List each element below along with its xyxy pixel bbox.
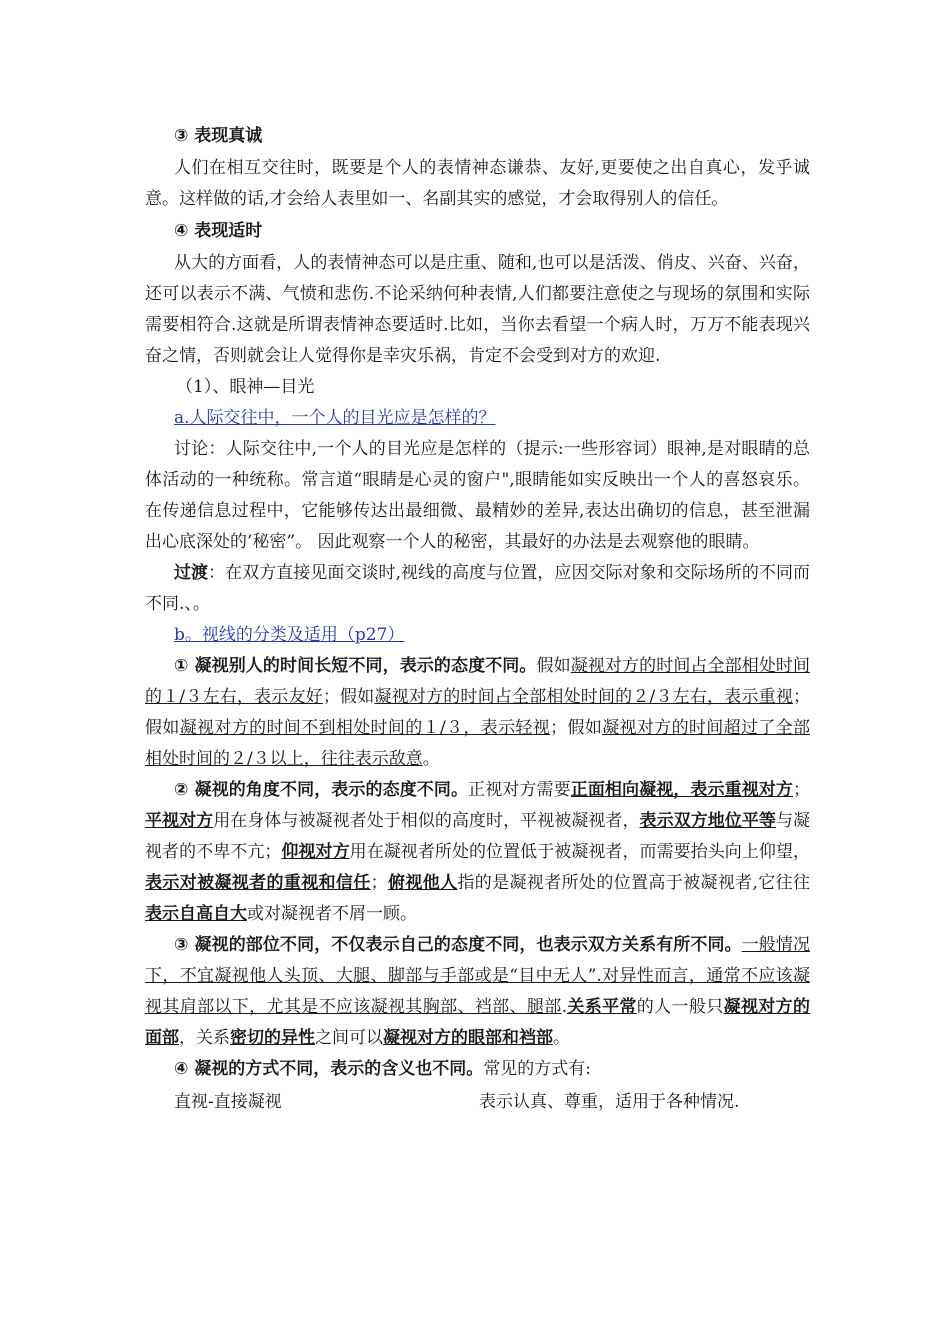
underlined-text: 凝视对方的时间不到相处时间的１/３，表示轻视 bbox=[179, 718, 551, 738]
paragraph-gaze-part bbox=[145, 930, 810, 1054]
underlined-text: 凝视对方的时间超过了全部相处时间的２/３以上，往往表示敌意 bbox=[145, 718, 811, 769]
transition-label: 过渡 bbox=[174, 563, 209, 583]
subheading-eyes bbox=[145, 372, 810, 403]
text-span: 。 bbox=[422, 749, 440, 769]
paragraph-gaze-manner bbox=[145, 1054, 810, 1085]
gaze-manner-row bbox=[145, 1085, 810, 1119]
text-span: 之间可以 bbox=[315, 1028, 383, 1048]
transition-text: ：在双方直接见面交谈时,视线的高度与位置，应因交际对象和交际场所的不同而不同.、。 bbox=[145, 563, 811, 614]
text-span: ； bbox=[793, 780, 811, 800]
bold-underlined-text: 凝视对方的面部 bbox=[145, 997, 811, 1048]
heading-show-timely: ④ 表现适时 bbox=[174, 221, 263, 241]
text-span: 常见的方式有: bbox=[483, 1059, 592, 1079]
text-column bbox=[145, 120, 810, 1119]
gaze-manner-heading: ④ 凝视的方式不同，表示的含义也不同。 bbox=[174, 1059, 484, 1079]
text-span: 正视对方需要 bbox=[468, 780, 571, 800]
text-span: ；假如 bbox=[145, 687, 811, 738]
bold-underlined-text: 凝视对方的眼部和裆部 bbox=[383, 1028, 553, 1048]
bold-underlined-text: 表示自高自大 bbox=[145, 904, 247, 924]
text-span: 用在凝视者所处的位置低于被凝视者，而需要抬头向上仰望， bbox=[349, 842, 811, 862]
subheading-eyes-text: （1）、眼神—目光 bbox=[176, 377, 315, 397]
gaze-duration-heading: ① 凝视别人的时间长短不同，表示的态度不同。 bbox=[174, 656, 537, 676]
text-span: 与凝视者的不卑不亢； bbox=[145, 811, 811, 862]
text-span: 或对凝视者不屑一顾。 bbox=[247, 904, 417, 924]
text-span: 的人一般只 bbox=[636, 997, 724, 1017]
question-a[interactable] bbox=[145, 403, 810, 434]
bold-underlined-text: 平视对方 bbox=[145, 811, 214, 831]
underlined-text: 凝视对方的时间占全部相处时间的２/３左右，表示重视 bbox=[374, 687, 794, 707]
paragraph-timely: 从大的方面看，人的表情神态可以是庄重、随和,也可以是活泼、俏皮、兴奋、兴奋，还可以表示不满、气愤和悲伤.不论采纳何种表情,人们都要注意使之与现场的氛围和实际需要相符合.这就是所谓表情神态要适时.比如，当你去看望一个病人时，万万不能表现兴奋之情，否则就会让人觉得你是幸灾乐祸，肯定不会受到对方的欢迎. bbox=[145, 253, 810, 366]
underlined-text: 一般情况下，不宜凝视他人头顶、大腿、脚部与手部或是“目中无人”.对异性而言，通常不应该凝视其肩部以下，尤其是不应该凝视其胸部、裆部、腿部 bbox=[145, 935, 811, 1017]
text-span: ，关系 bbox=[179, 1028, 230, 1048]
heading-show-sincerity: ③ 表现真诚 bbox=[174, 126, 263, 146]
underlined-text: 凝视对方的时间占全部相处时间的１/３左右，表示友好 bbox=[145, 656, 811, 707]
text-span: 假如 bbox=[536, 656, 571, 676]
bold-underlined-text: 仰视对方 bbox=[281, 842, 350, 862]
paragraph-discussion: 讨论：人际交往中,一个人的目光应是怎样的（提示:一些形容词）眼神,是对眼睛的总体活动的一种统称。常言道“眼睛是心灵的窗户",眼睛能如实反映出一个人的喜怒哀乐。在传递信息过程中，它能够传达出最细微、最精妙的差异,表达出确切的信息，甚至泄漏出心底深处的’秘密”。 因此观察一个人的秘密，其最好的办法是去观察他的眼睛。 bbox=[145, 439, 810, 552]
gaze-manner-type: 直视-直接凝视 bbox=[174, 1092, 282, 1112]
text-span: 用在身体与被凝视者处于相似的高度时，平视被凝视者， bbox=[213, 811, 640, 831]
bold-underlined-text: 表示对被凝视者的重视和信任 bbox=[145, 873, 371, 893]
paragraph-gaze-duration bbox=[145, 651, 810, 775]
text-span: ；假如 bbox=[550, 718, 603, 738]
section-b-title[interactable] bbox=[145, 620, 810, 651]
paragraph-sincerity: 人们在相互交往时，既要是个人的表情神态谦恭、友好,更要使之出自真心，发乎诚意。这样做的话,才会给人表里如一、名副其实的感觉，才会取得别人的信任。 bbox=[145, 158, 810, 209]
bold-underlined-text: 密切的异性 bbox=[230, 1028, 315, 1048]
text-span: 指的是凝视者所处的位置高于被凝视者,它往往 bbox=[457, 873, 811, 893]
gaze-part-heading: ③ 凝视的部位不同，不仅表示自己的态度不同，也表示双方关系有所不同。 bbox=[174, 935, 742, 955]
section-b-link[interactable]: b。视线的分类及适用（p27） bbox=[174, 625, 405, 645]
question-a-link[interactable]: a.人际交往中，一个人的目光应是怎样的？ bbox=[174, 408, 496, 428]
bold-underlined-text: 表示双方地位平等 bbox=[639, 811, 776, 831]
text-span: ； bbox=[370, 873, 388, 893]
bold-underlined-text: 正面相向凝视，表示重视对方 bbox=[570, 780, 794, 800]
bold-underlined-text: 俯视他人 bbox=[387, 873, 458, 893]
bold-underlined-text: 关系平常 bbox=[567, 997, 637, 1017]
gaze-angle-heading: ② 凝视的角度不同，表示的态度不同。 bbox=[174, 780, 469, 800]
paragraph-transition bbox=[145, 558, 810, 620]
gaze-manner-meaning: 表示认真、尊重，适用于各种情况. bbox=[479, 1092, 740, 1112]
text-span: 。 bbox=[553, 1028, 570, 1048]
text-span: . bbox=[561, 997, 567, 1017]
paragraph-gaze-angle bbox=[145, 775, 810, 930]
text-span: ；假如 bbox=[322, 687, 375, 707]
